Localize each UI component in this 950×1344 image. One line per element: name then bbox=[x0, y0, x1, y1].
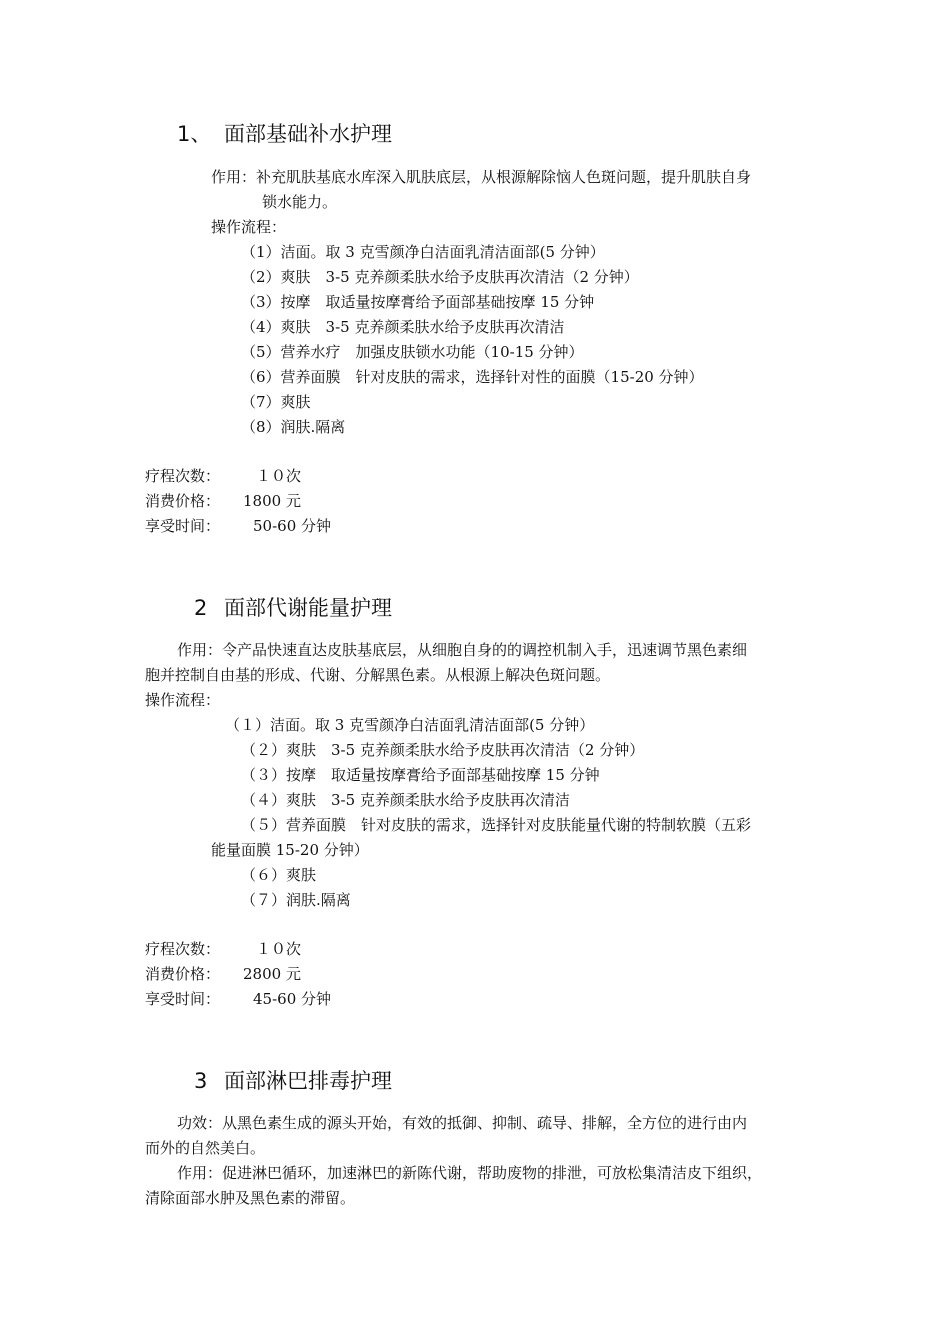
section-1-effect-line-2: 锁水能力。 bbox=[262, 193, 338, 211]
section-1-step: （2）爽肤 3-5 克养颜柔肤水给予皮肤再次清洁（2 分钟） bbox=[241, 268, 639, 286]
section-1-step: （3）按摩 取适量按摩膏给予面部基础按摩 15 分钟 bbox=[241, 293, 595, 311]
section-1-process-label: 操作流程： bbox=[211, 218, 287, 236]
section-3-effect-line-2: 清除面部水肿及黑色素的滞留。 bbox=[145, 1189, 356, 1207]
section-1-step: （4）爽肤 3-5 克养颜柔肤水给予皮肤再次清洁 bbox=[241, 318, 565, 336]
section-1-step: （1）洁面。取 3 克雪颜净白洁面乳清洁面部(5 分钟） bbox=[241, 243, 605, 261]
section-1-info-label: 疗程次数： bbox=[145, 467, 221, 485]
section-2-info-label: 疗程次数： bbox=[145, 940, 221, 958]
section-2-effect-line-1: 作用：令产品快速直达皮肤基底层，从细胞自身的的调控机制入手，迅速调节黑色素细 bbox=[177, 641, 748, 659]
section-1-number: 1、 bbox=[177, 122, 212, 146]
section-3-number: 3 bbox=[194, 1069, 208, 1093]
section-1-info-label: 享受时间： bbox=[145, 517, 221, 535]
section-1-title: 面部基础补水护理 bbox=[224, 122, 392, 146]
section-3-efficacy-line-2: 而外的自然美白。 bbox=[145, 1139, 266, 1157]
section-2-step: （４）爽肤 3-5 克养颜柔肤水给予皮肤再次清洁 bbox=[241, 791, 570, 809]
section-2-step: （３）按摩 取适量按摩膏给予面部基础按摩 15 分钟 bbox=[241, 766, 600, 784]
section-2-info-label: 消费价格： bbox=[145, 965, 221, 983]
section-1-effect-line-1: 作用：补充肌肤基底水库深入肌肤底层，从根源解除恼人色斑问题，提升肌肤自身 bbox=[211, 168, 752, 186]
section-3-title: 面部淋巴排毒护理 bbox=[224, 1069, 392, 1093]
section-1-step: （7）爽肤 bbox=[241, 393, 311, 411]
section-1-info-value: 1800 元 bbox=[243, 492, 301, 510]
section-2-step-continuation: 能量面膜 15-20 分钟） bbox=[211, 841, 369, 859]
section-2-info-value: 2800 元 bbox=[243, 965, 301, 983]
section-1-info-value: １０次 bbox=[256, 467, 302, 485]
section-2-step: （７）润肤.隔离 bbox=[241, 891, 351, 909]
section-1-info-value: 50-60 分钟 bbox=[253, 517, 332, 535]
section-2-title: 面部代谢能量护理 bbox=[224, 596, 392, 620]
section-1-step: （6）营养面膜 针对皮肤的需求，选择针对性的面膜（15-20 分钟） bbox=[241, 368, 704, 386]
section-2-info-label: 享受时间： bbox=[145, 990, 221, 1008]
section-1-step: （8）润肤.隔离 bbox=[241, 418, 346, 436]
section-2-info-value: 45-60 分钟 bbox=[253, 990, 332, 1008]
section-2-step: （６）爽肤 bbox=[241, 866, 317, 884]
section-2-step: （１）洁面。取 3 克雪颜净白洁面乳清洁面部(5 分钟） bbox=[225, 716, 595, 734]
section-2-info-value: １０次 bbox=[256, 940, 302, 958]
section-2-step: （２）爽肤 3-5 克养颜柔肤水给予皮肤再次清洁（2 分钟） bbox=[241, 741, 645, 759]
section-3-efficacy-line-1: 功效：从黑色素生成的源头开始，有效的抵御、抑制、疏导、排解，全方位的进行由内 bbox=[177, 1114, 748, 1132]
section-3-effect-line-1: 作用：促进淋巴循环，加速淋巴的新陈代谢，帮助废物的排泄，可放松集清洁皮下组织， bbox=[177, 1164, 763, 1182]
section-2-effect-line-2: 胞并控制自由基的形成、代谢、分解黑色素。从根源上解决色斑问题。 bbox=[145, 666, 611, 684]
section-1-info-label: 消费价格： bbox=[145, 492, 221, 510]
section-1-step: （5）营养水疗 加强皮肤锁水功能（10-15 分钟） bbox=[241, 343, 584, 361]
section-2-process-label: 操作流程： bbox=[145, 691, 221, 709]
section-2-number: 2 bbox=[194, 596, 208, 620]
section-2-step: （５）营养面膜 针对皮肤的需求，选择针对皮肤能量代谢的特制软膜（五彩 bbox=[241, 816, 752, 834]
